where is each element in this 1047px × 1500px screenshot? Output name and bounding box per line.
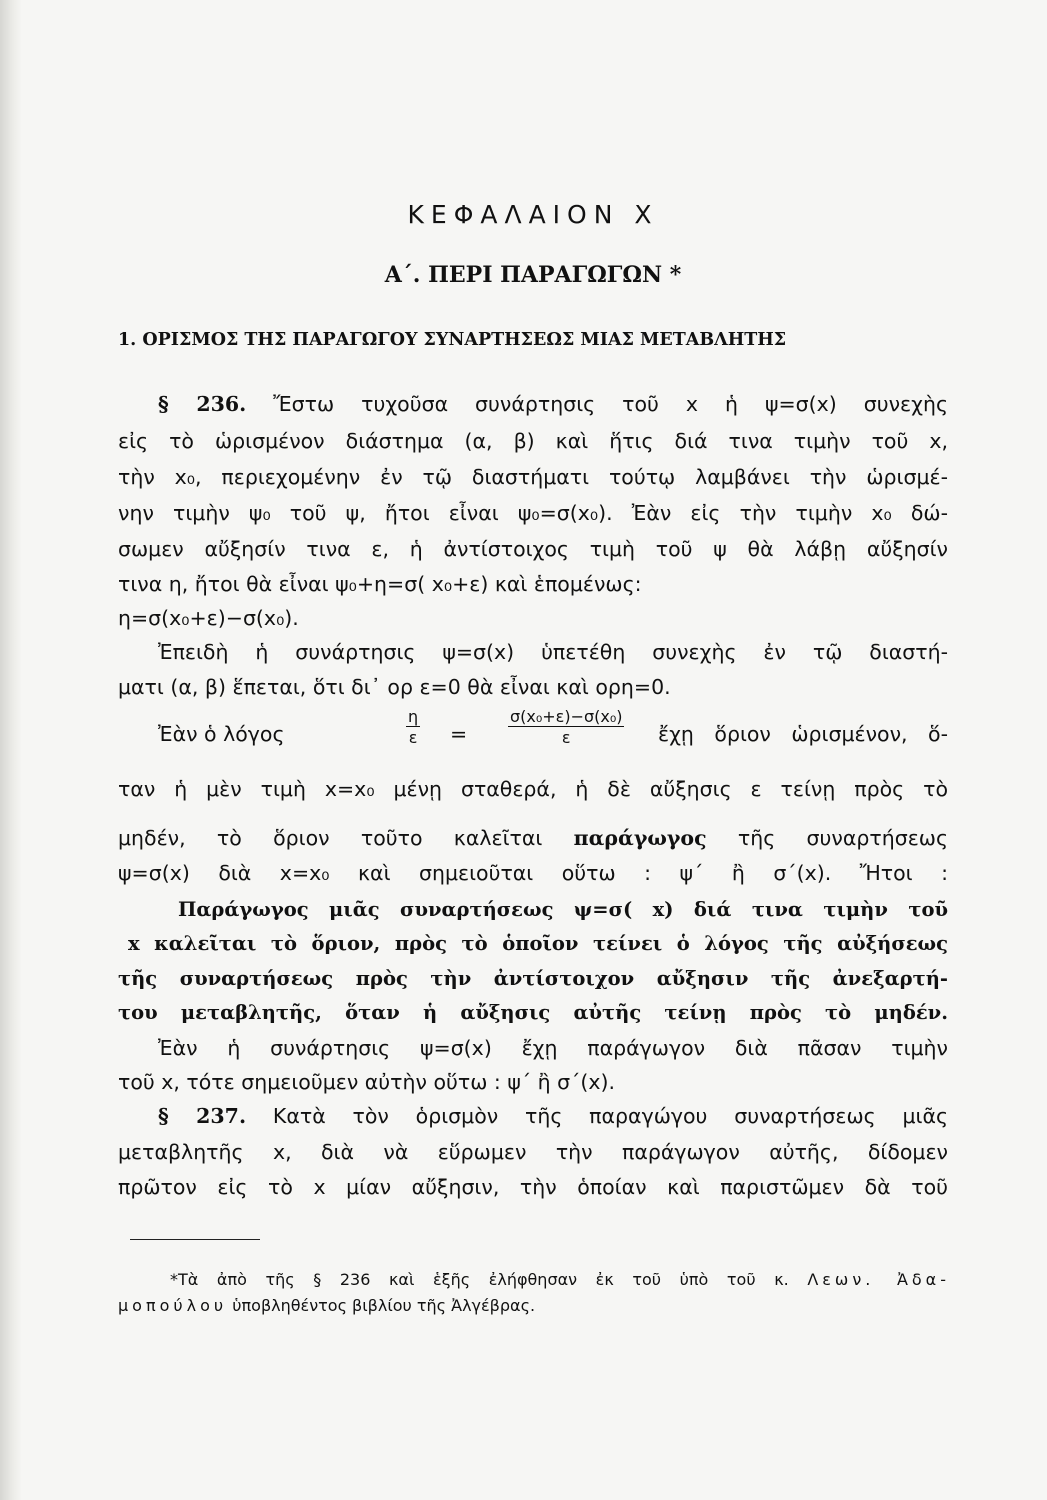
paragraph-line: ματι (α, β) ἕπεται, ὅτι δι᾽ ορ ε=0 θὰ εἶναι καὶ ορη=0. (118, 675, 671, 699)
chapter-heading: ΚΕΦΑΛΑΙΟΝ Χ (407, 200, 659, 229)
paragraph-line: Ἐὰν ἡ συνάρτησις ψ=σ(x) ἔχῃ παράγωγον διὰ πᾶσαν τιμὴν (158, 1036, 948, 1060)
section-number-236: § 236. (158, 392, 247, 416)
section-title: Α΄. ΠΕΡΙ ΠΑΡΑΓΩΓΩΝ * (384, 262, 682, 288)
paragraph-line: μεταβλητῆς x, διὰ νὰ εὕρωμεν τὴν παράγωγον αὐτῆς, δίδομεν (118, 1140, 948, 1164)
definition-line: x καλεῖται τὸ ὅριον, πρὸς τὸ ὁποῖον τείνει ὁ λόγος τῆς αὐξήσεως (128, 932, 948, 955)
section-number-237: § 237. (158, 1104, 247, 1128)
definition-line: του μεταβλητῆς, ὅταν ἡ αὔξησις αὐτῆς τείνῃ πρὸς τὸ μηδέν. (118, 1001, 948, 1024)
paragraph-line: τινα η, ἤτοι θὰ εἶναι ψ₀+η=σ( x₀+ε) καὶ ἑπομένως: (118, 572, 642, 596)
fraction-eta-over-epsilon: $\frac{\eta}{\varepsilon}$ (408, 707, 419, 747)
fraction-tail-text: ἔχῃ ὅριον ὡρισμένον, ὅ- (658, 722, 948, 746)
equals-sign: = (450, 722, 468, 746)
definition-line: τῆς συναρτήσεως πρὸς τὴν ἀντίστοιχον αὔξησιν τῆς ἀνεξαρτή- (118, 967, 948, 990)
subheading: 1. ΟΡΙΣΜΟΣ ΤΗΣ ΠΑΡΑΓΩΓΟΥ ΣΥΝΑΡΤΗΣΕΩΣ ΜΙΑΣ ΜΕΤΑΒΛΗΤΗΣ (118, 330, 787, 350)
definition-line: Παράγωγος μιᾶς συναρτήσεως ψ=σ( x) διά τινα τιμὴν τοῦ (178, 898, 948, 921)
footnote-line-2: μοπούλου ὑποβληθέντος βιβλίου τῆς Ἀλγέβρας. (118, 1296, 536, 1315)
page-binding-edge (0, 0, 22, 1500)
paragraph-line: σωμεν αὔξησίν τινα ε, ἡ ἀντίστοιχος τιμὴ τοῦ ψ θὰ λάβῃ αὔξησίν (118, 537, 948, 561)
paragraph-line-with-term: μηδέν, τὸ ὅριον τοῦτο καλεῖται παράγωγος τῆς συναρτήσεως (118, 826, 948, 850)
book-page (118, 0, 951, 1500)
term-paragogos: παράγωγος (573, 826, 707, 850)
paragraph-line: ταν ἡ μὲν τιμὴ x=x₀ μένῃ σταθερά, ἡ δὲ αὔξησις ε τείνῃ πρὸς τὸ (118, 777, 948, 801)
paragraph-line: ψ=σ(x) διὰ x=x₀ καὶ σημειοῦται οὕτω : ψ΄ ἢ σ΄(x). Ἤτοι : (118, 861, 948, 885)
paragraph-line: Ἐπειδὴ ἡ συνάρτησις ψ=σ(x) ὑπετέθη συνεχὴς ἐν τῷ διαστή- (158, 640, 948, 664)
footnote-line-1: *Τὰ ἀπὸ τῆς § 236 καὶ ἑξῆς ἐλήφθησαν ἐκ τοῦ ὑπὸ τοῦ κ. Λεων. Ἀδα- (170, 1270, 951, 1289)
paragraph-line: τὴν x₀, περιεχομένην ἐν τῷ διαστήματι τούτῳ λαμβάνει τὴν ὡρισμέ- (118, 465, 948, 489)
paragraph-236-line-1: § 236. Ἔστω τυχοῦσα συνάρτησις τοῦ x ἡ ψ=σ(x) συνεχὴς (158, 392, 948, 416)
footnote-rule (130, 1239, 260, 1240)
paragraph-line: πρῶτον εἰς τὸ x μίαν αὔξησιν, τὴν ὁποίαν καὶ παριστῶμεν δὰ τοῦ (118, 1175, 948, 1199)
equation-line: η=σ(x₀+ε)−σ(x₀). (118, 606, 299, 630)
fraction-difference-quotient: $\frac{\text{σ(x₀+ε)−σ(x₀)}}{\varepsilon}$ (510, 707, 623, 747)
author-name: Λεων. Ἀδα- (807, 1270, 951, 1289)
paragraph-line: τοῦ x, τότε σημειοῦμεν αὐτὴν οὕτω : ψ΄ ἢ σ΄(x). (118, 1070, 616, 1094)
fraction-line (158, 708, 948, 764)
fraction-lead-text: Ἐὰν ὁ λόγος (158, 722, 285, 746)
paragraph-237-line-1: § 237. Κατὰ τὸν ὁρισμὸν τῆς παραγώγου συναρτήσεως μιᾶς (158, 1104, 948, 1128)
paragraph-line: νην τιμὴν ψ₀ τοῦ ψ, ἤτοι εἶναι ψ₀=σ(x₀). Ἐὰν εἰς τὴν τιμὴν x₀ δώ- (118, 501, 948, 525)
paragraph-line: εἰς τὸ ὡρισμένον διάστημα (α, β) καὶ ἥτις διά τινα τιμὴν τοῦ x, (118, 429, 948, 453)
